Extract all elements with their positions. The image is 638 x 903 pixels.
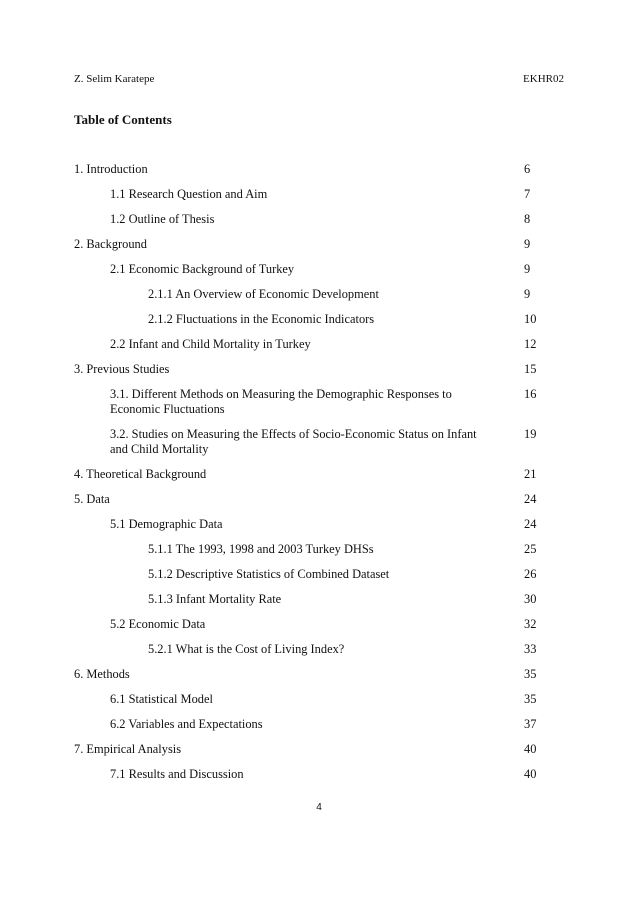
toc-entry-page: 40 xyxy=(524,742,537,756)
toc-entry-title: 5.2.1 What is the Cost of Living Index? xyxy=(148,642,345,656)
toc-entry-page: 10 xyxy=(524,312,537,326)
toc-entry-title: 1.2 Outline of Thesis xyxy=(110,212,215,226)
toc-entry xyxy=(74,542,566,557)
toc-entry-page: 9 xyxy=(524,287,531,301)
toc-entry xyxy=(74,517,566,532)
toc-entry-title: 3.1. Different Methods on Measuring the Demographic Responses to Economic Fluctuations xyxy=(110,387,452,416)
toc-entry xyxy=(74,262,566,277)
toc-entry-page: 35 xyxy=(524,692,537,706)
toc-entry xyxy=(74,642,566,657)
toc-entry-title: 5.1 Demographic Data xyxy=(110,517,223,531)
toc-entry xyxy=(74,337,566,352)
toc-entry xyxy=(74,312,566,327)
toc-entry-title: 5.2 Economic Data xyxy=(110,617,206,631)
toc-entry xyxy=(74,387,566,417)
toc-entry xyxy=(74,212,566,227)
toc-entry xyxy=(74,667,566,682)
toc-entry xyxy=(74,492,566,507)
toc-entry xyxy=(74,237,566,252)
table-of-contents xyxy=(74,162,566,792)
toc-entry xyxy=(74,767,566,782)
toc-entry-page: 16 xyxy=(524,387,537,401)
toc-entry-page: 30 xyxy=(524,592,537,606)
toc-entry-title: 7. Empirical Analysis xyxy=(74,742,182,756)
toc-entry-page: 7 xyxy=(524,187,531,201)
toc-entry-title: 3.2. Studies on Measuring the Effects of Socio-Economic Status on Infant and Child Mortality xyxy=(110,427,477,456)
toc-entry-title: 4. Theoretical Background xyxy=(74,467,207,481)
toc-entry-title: 5. Data xyxy=(74,492,110,506)
toc-entry-title: 6.2 Variables and Expectations xyxy=(110,717,263,731)
toc-entry-title: 5.1.3 Infant Mortality Rate xyxy=(148,592,282,606)
toc-entry xyxy=(74,717,566,732)
toc-entry-page: 26 xyxy=(524,567,537,581)
toc-entry-page: 15 xyxy=(524,362,537,376)
toc-entry-page: 9 xyxy=(524,237,531,251)
toc-entry-title: 5.1.2 Descriptive Statistics of Combined Dataset xyxy=(148,567,390,581)
toc-entry-title: 1.1 Research Question and Aim xyxy=(110,187,268,201)
toc-entry-page: 24 xyxy=(524,517,537,531)
toc-entry-page: 24 xyxy=(524,492,537,506)
toc-entry xyxy=(74,617,566,632)
toc-entry-title: 1. Introduction xyxy=(74,162,148,176)
toc-entry-page: 32 xyxy=(524,617,537,631)
toc-entry xyxy=(74,162,566,177)
toc-entry xyxy=(74,187,566,202)
toc-entry-page: 8 xyxy=(524,212,531,226)
toc-entry-title: 3. Previous Studies xyxy=(74,362,170,376)
toc-entry xyxy=(74,467,566,482)
toc-entry-page: 12 xyxy=(524,337,537,351)
toc-entry-title: 7.1 Results and Discussion xyxy=(110,767,244,781)
toc-entry-title: 6.1 Statistical Model xyxy=(110,692,213,706)
toc-entry-title: 2. Background xyxy=(74,237,147,251)
toc-entry-page: 35 xyxy=(524,667,537,681)
toc-entry-title: 2.1.1 An Overview of Economic Development xyxy=(148,287,379,301)
toc-entry-page: 6 xyxy=(524,162,531,176)
toc-entry-title: 2.1.2 Fluctuations in the Economic Indicators xyxy=(148,312,375,326)
toc-entry-title: 6. Methods xyxy=(74,667,130,681)
toc-entry xyxy=(74,362,566,377)
toc-entry xyxy=(74,567,566,582)
header-author: Z. Selim Karatepe xyxy=(74,73,155,85)
toc-entry-page: 19 xyxy=(524,427,537,441)
toc-entry-page: 37 xyxy=(524,717,537,731)
toc-entry xyxy=(74,427,566,457)
toc-entry-page: 40 xyxy=(524,767,537,781)
toc-entry-title: 2.2 Infant and Child Mortality in Turkey xyxy=(110,337,311,351)
toc-entry xyxy=(74,287,566,302)
toc-entry-title: 2.1 Economic Background of Turkey xyxy=(110,262,295,276)
header-code: EKHR02 xyxy=(523,73,564,85)
toc-entry-page: 9 xyxy=(524,262,531,276)
toc-entry xyxy=(74,592,566,607)
toc-entry-page: 25 xyxy=(524,542,537,556)
toc-entry-page: 33 xyxy=(524,642,537,656)
page-header xyxy=(74,73,564,87)
page-number: 4 xyxy=(316,802,322,813)
toc-entry-page: 21 xyxy=(524,467,537,481)
toc-entry xyxy=(74,692,566,707)
toc-entry xyxy=(74,742,566,757)
toc-title: Table of Contents xyxy=(74,112,172,127)
toc-entry-title: 5.1.1 The 1993, 1998 and 2003 Turkey DHSs xyxy=(148,542,374,556)
